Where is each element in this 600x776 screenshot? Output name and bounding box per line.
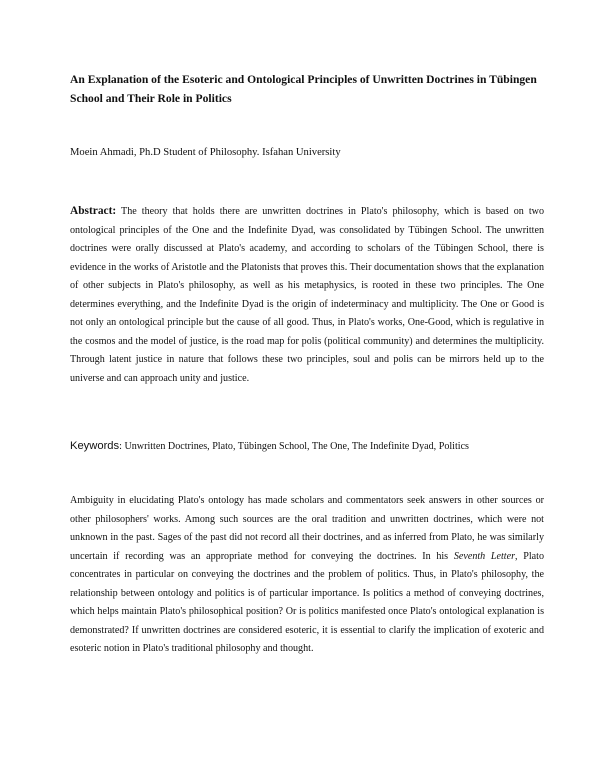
abstract-text: The theory that holds there are unwritten doctrines in Plato's philosophy, which is based on two ontological principles of the One and the Indefinite Dyad, was consolidated by Tübingen School. The unwritten doctrines were orally discussed at Plato's academy, and according to scholars of the Tübingen School, there is evidence in the works of Aristotle and the Platonists that proves this. Their documentation shows that the explanation of other subjects in Plato's philosophy, as well as his metaphysics, is rooted in these two principles. The One determines everything, and the Indefinite Dyad is the origin of indeterminacy and multiplicity. The One or Good is not only an ontological principle but the cause of all good. Thus, in Plato's works, One-Good, which is regulative in the cosmos and the model of justice, is the road map for polis (political community) and determines the multiplicity. Through latent justice in nature that follows these two principles, soul and polis can be mirrors held up to the universe and can approach unity and justice. <box>70 206 544 384</box>
keywords-label: Keywords <box>70 440 120 452</box>
body-paragraph <box>70 492 544 659</box>
body-text-part2: , Plato concentrates in particular on conveying the doctrines and the problem of politics. Thus, in Plato's philosophy, the relationship between ontology and politics is of particular importance. Is politics a method of conveying doctrines, which helps maintain Plato's philosophical position? Or is politics manifested once Plato's ontological explanation is demonstrated? If unwritten doctrines are considered esoteric, it is essential to clarify the implication of exoteric and esoteric notion in Plato's traditional philosophy and thought. <box>70 550 545 654</box>
seventh-letter-title: Seventh Letter <box>453 550 516 562</box>
abstract-paragraph <box>70 202 544 388</box>
paper-title: An Explanation of the Esoteric and Ontological Principles of Unwritten Doctrines in Tübingen School and Their Role in Politics <box>70 73 537 105</box>
keywords-text: : Unwritten Doctrines, Plato, Tübingen School, The One, The Indefinite Dyad, Politics <box>119 441 469 452</box>
body-text-part1: Ambiguity in elucidating Plato's ontology has made scholars and commentators seek answers in other sources or other philosophers' works. Among such sources are the oral tradition and unwritten doctrines, which were not unknown in the past. Sages of the past did not record all their doctrines, and as inferred from Plato, he was similarly uncertain if recording was an appropriate method for conveying the doctrines. In his <box>70 495 544 562</box>
keywords-line <box>70 440 544 452</box>
abstract-label: Abstract: <box>70 205 117 217</box>
author-line: Moein Ahmadi, Ph.D Student of Philosophy. Isfahan University <box>70 147 341 158</box>
